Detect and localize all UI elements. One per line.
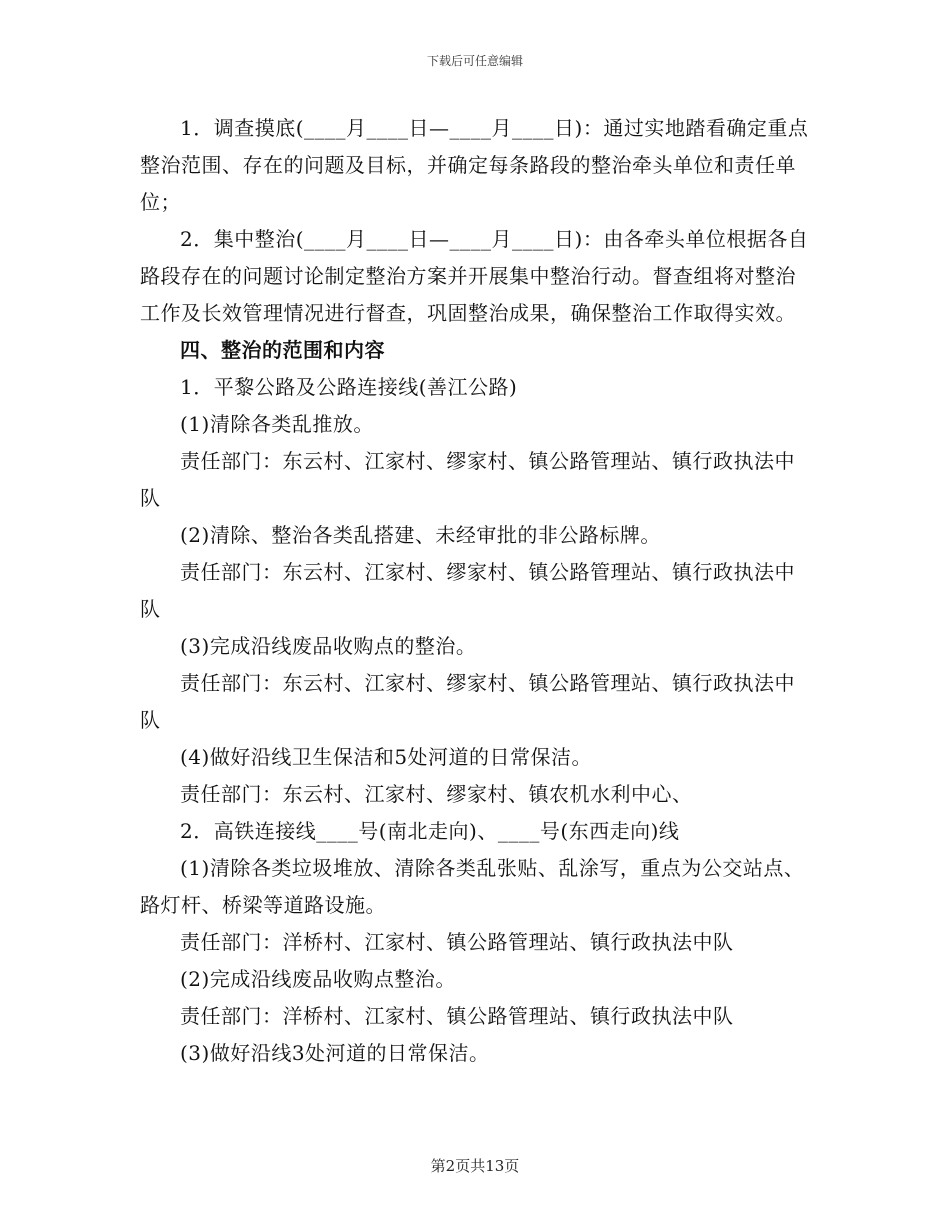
responsibility-text: 责任部门：东云村、江家村、缪家村、镇公路管理站、镇行政执法中队 <box>140 449 795 510</box>
page-footer: 第2页共13页 <box>430 1157 520 1175</box>
responsibility-text: 责任部门：洋桥村、江家村、镇公路管理站、镇行政执法中队 <box>180 1004 734 1028</box>
page-header: 下载后可任意编辑 <box>426 54 523 68</box>
list-item: (2)完成沿线废品收购点整治。 <box>180 967 456 991</box>
list-item: (2)清除、整治各类乱搭建、未经审批的非公路标牌。 <box>180 523 661 547</box>
list-item: (3)完成沿线废品收购点的整治。 <box>180 634 477 658</box>
section-heading: 四、整治的范围和内容 <box>180 338 385 362</box>
responsibility-text: 责任部门：东云村、江家村、缪家村、镇公路管理站、镇行政执法中队 <box>140 560 795 621</box>
subsection-heading-2: 2．高铁连接线____号(南北走向)、____号(东西走向)线 <box>180 819 680 843</box>
list-item: (3)做好沿线3处河道的日常保洁。 <box>180 1041 490 1065</box>
list-item: (4)做好沿线卫生保洁和5处河道的日常保洁。 <box>180 745 593 769</box>
responsibility-text: 责任部门：洋桥村、江家村、镇公路管理站、镇行政执法中队 <box>180 930 734 954</box>
list-item: (1)清除各类垃圾堆放、清除各类乱张贴、乱涂写，重点为公交站点、路灯杆、桥梁等道路设施。 <box>140 856 805 917</box>
document-body <box>140 110 810 1072</box>
list-item: (1)清除各类乱推放。 <box>180 412 374 436</box>
paragraph-rectification: 2．集中整治(____月____日—____月____日)：由各牵头单位根据各自路段存在的问题讨论制定整治方案并开展集中整治行动。督查组将对整治工作及长效管理情况进行督查，巩固整治成果，确保整治工作取得实效。 <box>140 227 809 325</box>
paragraph-survey: 1．调查摸底(____月____日—____月____日)：通过实地踏看确定重点整治范围、存在的问题及目标，并确定每条路段的整治牵头单位和责任单位； <box>140 116 809 214</box>
responsibility-text: 责任部门：东云村、江家村、缪家村、镇农机水利中心、 <box>180 782 693 806</box>
responsibility-text: 责任部门：东云村、江家村、缪家村、镇公路管理站、镇行政执法中队 <box>140 671 795 732</box>
subsection-heading-1: 1．平黎公路及公路连接线(善江公路) <box>180 375 518 399</box>
